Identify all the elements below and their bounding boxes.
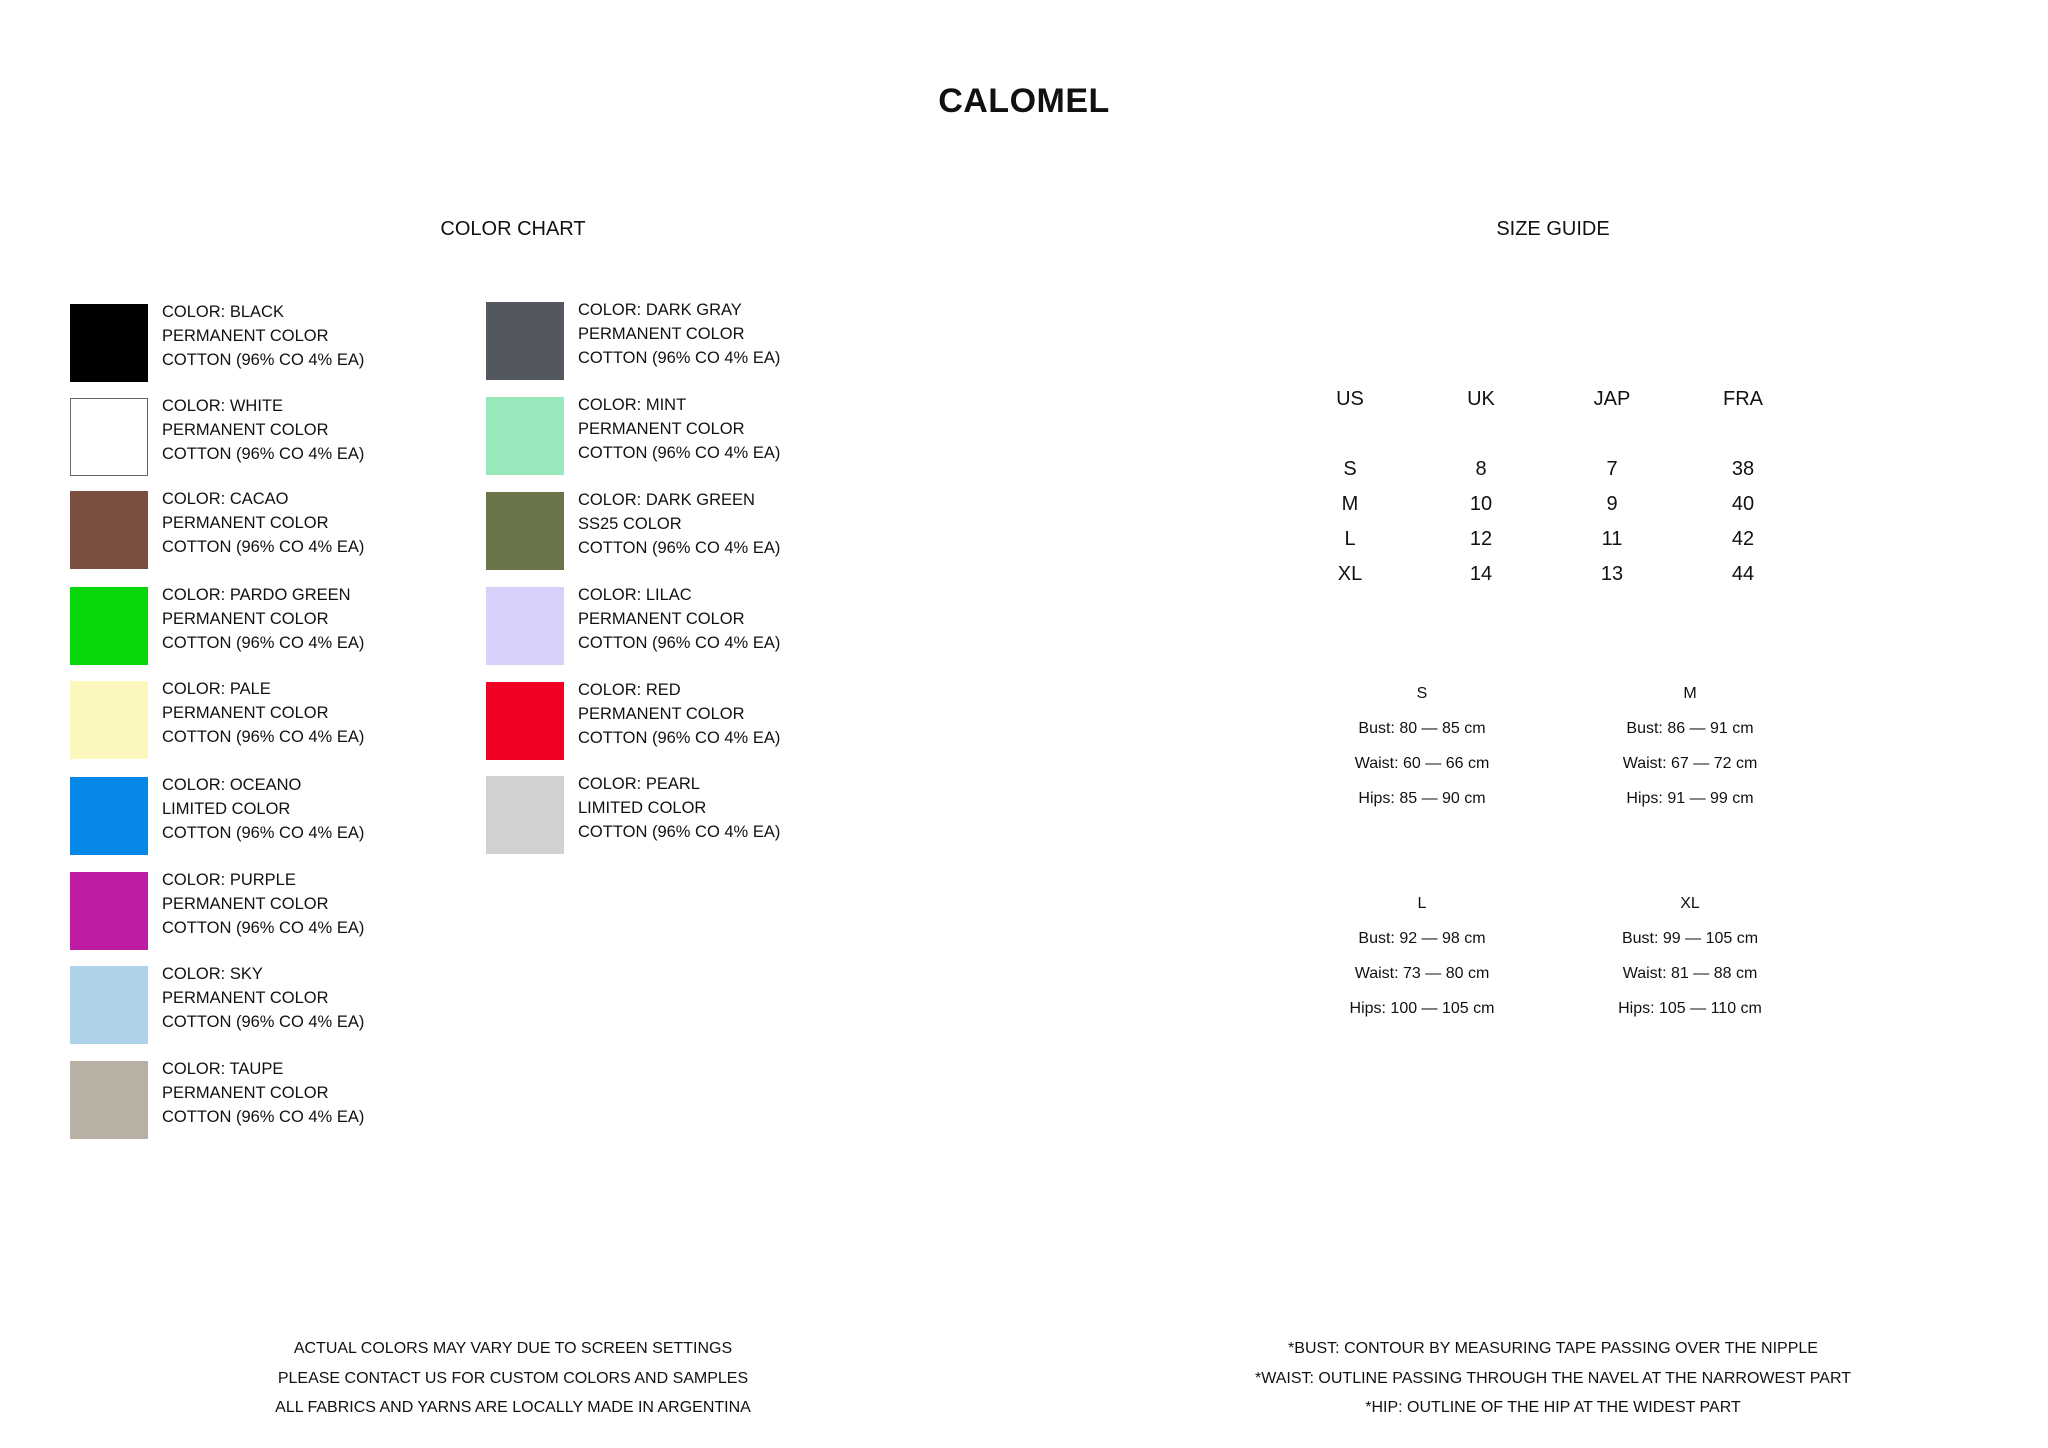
color-fabric: COTTON (96% CO 4% EA) (162, 445, 365, 463)
color-fabric: COTTON (96% CO 4% EA) (578, 729, 781, 747)
color-name: COLOR: PARDO GREEN (162, 586, 351, 604)
color-fabric: COTTON (96% CO 4% EA) (578, 539, 781, 557)
color-item-dark-gray (486, 298, 906, 378)
color-fabric: COTTON (96% CO 4% EA) (162, 728, 365, 746)
color-swatch (486, 492, 564, 570)
table-cell: 40 (1731, 493, 1755, 515)
color-item-mint (486, 393, 906, 473)
color-chart-notes (213, 1334, 813, 1423)
table-cell: 9 (1606, 493, 1618, 515)
header-jap: JAP (1593, 388, 1631, 410)
note-line: *BUST: CONTOUR BY MEASURING TAPE PASSING OVER THE NIPPLE (1288, 1340, 1818, 1357)
color-name: COLOR: OCEANO (162, 776, 302, 794)
color-type: PERMANENT COLOR (162, 610, 329, 628)
color-fabric: COTTON (96% CO 4% EA) (162, 634, 365, 652)
color-swatch (70, 304, 148, 382)
measure-bust: Bust: 92 — 98 cm (1358, 930, 1486, 947)
color-swatch (70, 966, 148, 1044)
color-name: COLOR: MINT (578, 396, 687, 414)
measure-hips: Hips: 105 — 110 cm (1618, 1000, 1762, 1017)
color-type: PERMANENT COLOR (162, 895, 329, 913)
table-cell: 42 (1731, 528, 1755, 550)
note-line: *HIP: OUTLINE OF THE HIP AT THE WIDEST PART (1365, 1399, 1741, 1416)
note-line: ACTUAL COLORS MAY VARY DUE TO SCREEN SETTINGS (293, 1340, 733, 1357)
measurements-l (1292, 894, 1552, 1034)
table-row (1290, 563, 1820, 598)
color-type: PERMANENT COLOR (162, 704, 329, 722)
color-item-white (70, 394, 490, 474)
measure-hips: Hips: 91 — 99 cm (1626, 790, 1754, 807)
color-fabric: COTTON (96% CO 4% EA) (162, 351, 365, 369)
color-swatch (70, 681, 148, 759)
color-name: COLOR: SKY (162, 965, 263, 983)
size-conversion-table (1290, 388, 1820, 598)
color-name: COLOR: DARK GREEN (578, 491, 755, 509)
color-item-cacao (70, 487, 490, 567)
color-item-purple (70, 868, 490, 948)
table-row (1290, 528, 1820, 563)
color-type: LIMITED COLOR (578, 799, 707, 817)
measurements-s (1292, 684, 1552, 824)
measure-size-label: S (1416, 685, 1428, 702)
measure-waist: Waist: 81 — 88 cm (1622, 965, 1758, 982)
measurements-m (1560, 684, 1820, 824)
measure-hips: Hips: 100 — 105 cm (1349, 1000, 1495, 1017)
color-swatch (70, 777, 148, 855)
color-type: PERMANENT COLOR (578, 610, 745, 628)
note-line: PLEASE CONTACT US FOR CUSTOM COLORS AND SAMPLES (277, 1369, 749, 1387)
color-item-pale (70, 677, 490, 757)
table-header-row (1290, 388, 1820, 458)
table-cell: 14 (1469, 563, 1493, 585)
color-fabric: COTTON (96% CO 4% EA) (162, 824, 365, 842)
color-swatch (70, 398, 148, 476)
color-swatch (486, 397, 564, 475)
color-fabric: COTTON (96% CO 4% EA) (162, 1108, 365, 1126)
table-cell: 13 (1600, 563, 1624, 585)
measure-bust: Bust: 86 — 91 cm (1626, 720, 1754, 737)
table-cell: 11 (1601, 528, 1623, 550)
color-fabric: COTTON (96% CO 4% EA) (162, 919, 365, 937)
color-name: COLOR: PEARL (578, 775, 700, 793)
measure-waist: Waist: 73 — 80 cm (1354, 965, 1490, 982)
color-item-dark-green (486, 488, 906, 568)
color-item-sky (70, 962, 490, 1042)
color-item-lilac (486, 583, 906, 663)
color-type: LIMITED COLOR (162, 800, 291, 818)
measure-bust: Bust: 80 — 85 cm (1358, 720, 1486, 737)
color-type: SS25 COLOR (578, 515, 682, 533)
measure-size-label: L (1417, 895, 1427, 912)
color-type: PERMANENT COLOR (578, 325, 745, 343)
header-fra: FRA (1723, 388, 1763, 410)
measure-size-label: XL (1680, 895, 1700, 912)
color-name: COLOR: PURPLE (162, 871, 296, 889)
table-cell: 8 (1475, 458, 1487, 480)
color-type: PERMANENT COLOR (578, 420, 745, 438)
color-swatch (486, 302, 564, 380)
table-cell: XL (1337, 563, 1363, 585)
color-swatch (70, 872, 148, 950)
color-swatch (486, 776, 564, 854)
size-guide-title: SIZE GUIDE (1496, 218, 1610, 240)
measure-hips: Hips: 85 — 90 cm (1358, 790, 1486, 807)
table-cell: L (1344, 528, 1356, 550)
color-name: COLOR: PALE (162, 680, 271, 698)
table-row (1290, 458, 1820, 493)
color-swatch (486, 682, 564, 760)
header-us: US (1336, 388, 1364, 410)
measure-size-label: M (1683, 685, 1697, 702)
color-type: PERMANENT COLOR (162, 514, 329, 532)
color-name: COLOR: LILAC (578, 586, 692, 604)
size-guide-notes (1203, 1334, 1903, 1423)
color-item-pardo-green (70, 583, 490, 663)
color-item-red (486, 678, 906, 758)
color-name: COLOR: CACAO (162, 490, 289, 508)
color-fabric: COTTON (96% CO 4% EA) (578, 349, 781, 367)
color-type: PERMANENT COLOR (162, 1084, 329, 1102)
measure-waist: Waist: 60 — 66 cm (1354, 755, 1490, 772)
color-name: COLOR: WHITE (162, 397, 284, 415)
color-name: COLOR: DARK GRAY (578, 301, 742, 319)
color-item-oceano (70, 773, 490, 853)
color-fabric: COTTON (96% CO 4% EA) (162, 538, 365, 556)
measure-bust: Bust: 99 — 105 cm (1621, 930, 1759, 947)
color-swatch (70, 1061, 148, 1139)
color-swatch (486, 587, 564, 665)
color-type: PERMANENT COLOR (162, 421, 329, 439)
table-cell: S (1343, 458, 1357, 480)
color-fabric: COTTON (96% CO 4% EA) (578, 444, 781, 462)
table-row (1290, 493, 1820, 528)
color-fabric: COTTON (96% CO 4% EA) (578, 634, 781, 652)
color-type: PERMANENT COLOR (578, 705, 745, 723)
color-name: COLOR: RED (578, 681, 681, 699)
table-cell: 7 (1606, 458, 1618, 480)
table-cell: 12 (1469, 528, 1493, 550)
table-cell: 10 (1469, 493, 1493, 515)
note-line: ALL FABRICS AND YARNS ARE LOCALLY MADE IN ARGENTINA (275, 1399, 751, 1416)
color-item-pearl (486, 772, 906, 852)
color-swatch (70, 587, 148, 665)
color-name: COLOR: BLACK (162, 303, 284, 321)
color-swatch (70, 491, 148, 569)
measurements-xl (1560, 894, 1820, 1034)
note-line: *WAIST: OUTLINE PASSING THROUGH THE NAVEL AT THE NARROWEST PART (1255, 1369, 1851, 1387)
color-type: PERMANENT COLOR (162, 327, 329, 345)
color-chart-title: COLOR CHART (440, 218, 586, 240)
measure-waist: Waist: 67 — 72 cm (1622, 755, 1758, 772)
table-cell: 38 (1731, 458, 1755, 480)
table-cell: M (1341, 493, 1359, 515)
color-name: COLOR: TAUPE (162, 1060, 284, 1078)
color-fabric: COTTON (96% CO 4% EA) (578, 823, 781, 841)
header-uk: UK (1467, 388, 1495, 410)
color-item-taupe (70, 1057, 490, 1137)
page-title: CALOMEL (938, 82, 1110, 120)
color-fabric: COTTON (96% CO 4% EA) (162, 1013, 365, 1031)
color-item-black (70, 300, 490, 380)
color-type: PERMANENT COLOR (162, 989, 329, 1007)
table-cell: 44 (1731, 563, 1755, 585)
